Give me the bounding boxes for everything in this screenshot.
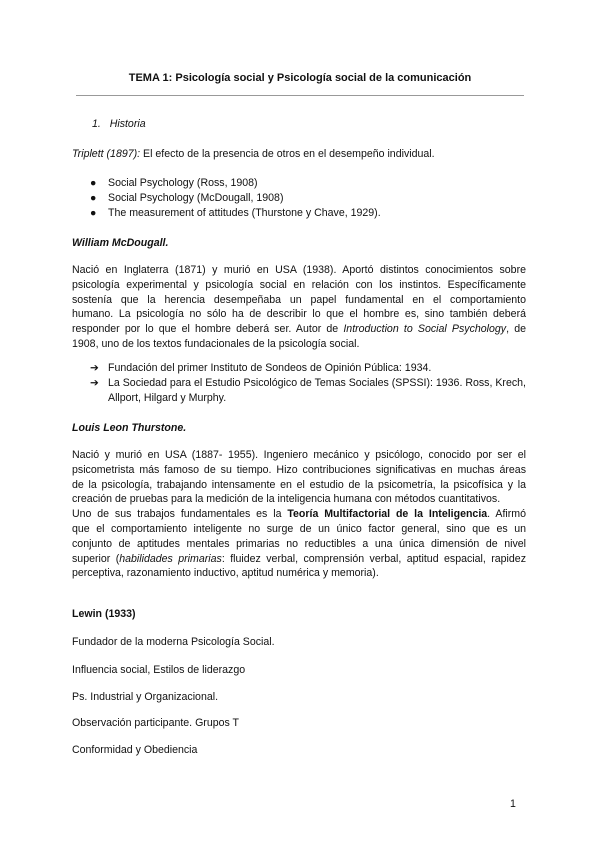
thurstone-paragraph: Nació y murió en USA (1887- 1955). Ingeniero mecánico y psicólogo, conocido por ser el psicometrista más famoso de su tiempo. Hizo contribuciones significativas en muchas áreas de la psicología, trabajando intensamente en el estudio de la psicometría, la psicofísica y la creación de pruebas para la medición de la inteligencia humana con métodos cuantitativos. Uno de sus trabajos fundamentales es la Teoría Multifactorial de la Inteligencia. Afirmó que el comportamiento inteligente no surge de un único factor general, sino que es un conjunto de aptitudes mentales primarias no reductibles a una única dimensión de nivel superior (habilidades primarias: fluidez verbal, comprensión verbal, aptitud espacial, rapidez perceptiva, razonamiento inductivo, aptitud numérica y memoria). — [72, 449, 526, 580]
lewin-item: Fundador de la moderna Psicología Social. — [72, 636, 275, 648]
lewin-heading: Lewin (1933) — [72, 608, 136, 620]
section-label: Historia — [109, 118, 146, 130]
arrow-right-icon: ➔ — [90, 376, 99, 389]
list-item: ➔ La Sociedad para el Estudio Psicológico de Temas Sociales (SPSSI): 1936. Ross, Krech, Allport, Hilgard y Murphy. — [90, 376, 526, 404]
mcdougall-heading: William McDougall. — [72, 237, 169, 249]
bullet-icon: ● — [90, 177, 97, 189]
section-heading — [92, 117, 546, 132]
bullet-icon: ● — [90, 191, 97, 204]
lewin-item: Influencia social, Estilos de liderazgo — [72, 664, 246, 676]
publications-list — [90, 176, 526, 220]
lewin-item: Conformidad y Obediencia — [72, 744, 198, 756]
theory-name: Teoría Multifactorial de la Inteligencia — [287, 508, 488, 521]
lewin-item: Observación participante. Grupos T — [72, 717, 240, 729]
triplett-text: El efecto de la presencia de otros en el desempeño individual. — [140, 148, 435, 160]
milestones-list — [90, 361, 526, 405]
book-title: Introduction to Social Psychology — [343, 323, 507, 336]
page-number: 1 — [510, 798, 516, 810]
list-item: ● Social Psychology (Ross, 1908) — [90, 177, 258, 189]
section-number: 1. — [92, 118, 101, 130]
thurstone-heading: Louis Leon Thurstone. — [72, 422, 187, 434]
triplett-label: Triplett (1897): — [72, 148, 141, 160]
arrow-right-icon: ➔ — [90, 362, 99, 374]
bullet-icon: ● — [90, 206, 97, 219]
triplett-paragraph — [72, 147, 526, 162]
lewin-item: Ps. Industrial y Organizacional. — [72, 691, 219, 703]
document-title: TEMA 1: Psicología social y Psicología social de la comunicación — [128, 72, 472, 84]
mcdougall-paragraph: Nació en Inglaterra (1871) y murió en USA (1938). Aportó distintos conocimientos sobre psicología experimental y psicología social en relación con los instintos. Específicamente sostenía que la herencia desempeñaba un papel fundamental en el comportamiento humano. La psicología no sólo ha de describir lo que el hombre es, sino también deberá responder por lo que el hombre deberá ser. Autor de Introduction to Social Psychology, de 1908, uno de los textos fundacionales de la psicología social. — [72, 264, 526, 350]
list-item: ● The measurement of attitudes (Thurstone y Chave, 1929). — [90, 206, 381, 219]
title-divider — [76, 95, 524, 96]
list-item: ● Social Psychology (McDougall, 1908) — [90, 191, 284, 204]
list-item: ➔ Fundación del primer Instituto de Sondeos de Opinión Pública: 1934. — [90, 362, 432, 374]
